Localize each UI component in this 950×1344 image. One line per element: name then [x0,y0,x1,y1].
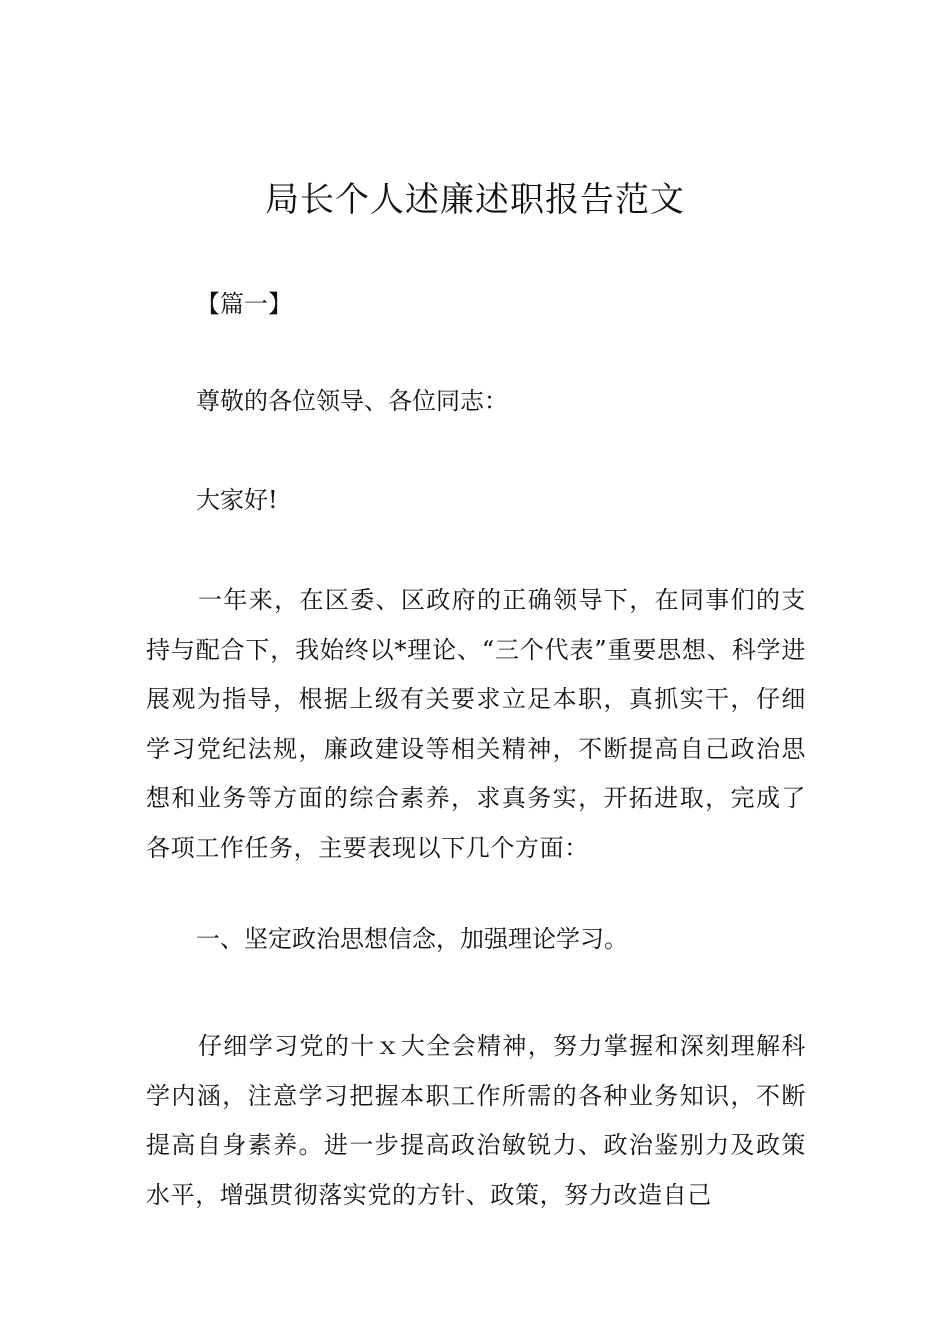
salutation: 尊敬的各位领导、各位同志： [196,387,508,415]
body-paragraph-2: 仔细学习党的十ｘ大全会精神，努力掌握和深刻理解科学内涵，注意学习把握本职工作所需的各种业务知识，不断提高自身素养。进一步提高政治敏锐力、政治鉴别力及政策水平，增强贯彻落实党的方针、政策，努力改造自己 [146,1032,806,1209]
greeting: 大家好! [196,486,278,514]
document-title: 局长个人述廉述职报告范文 [265,180,685,220]
section-heading-1: 一、坚定政治思想信念，加强理论学习。 [196,925,628,953]
section-label: 【篇一】 [196,290,292,318]
body-paragraph-1: 一年来，在区委、区政府的正确领导下，在同事们的支持与配合下，我始终以*理论、“三个代表”重要思想、科学进展观为指导，根据上级有关要求立足本职，真抓实干，仔细学习党纪法规，廉政建设等相关精神，不断提高自己政治思想和业务等方面的综合素养，求真务实，开拓进取，完成了各项工作任务，主要表现以下几个方面： [146,586,806,862]
